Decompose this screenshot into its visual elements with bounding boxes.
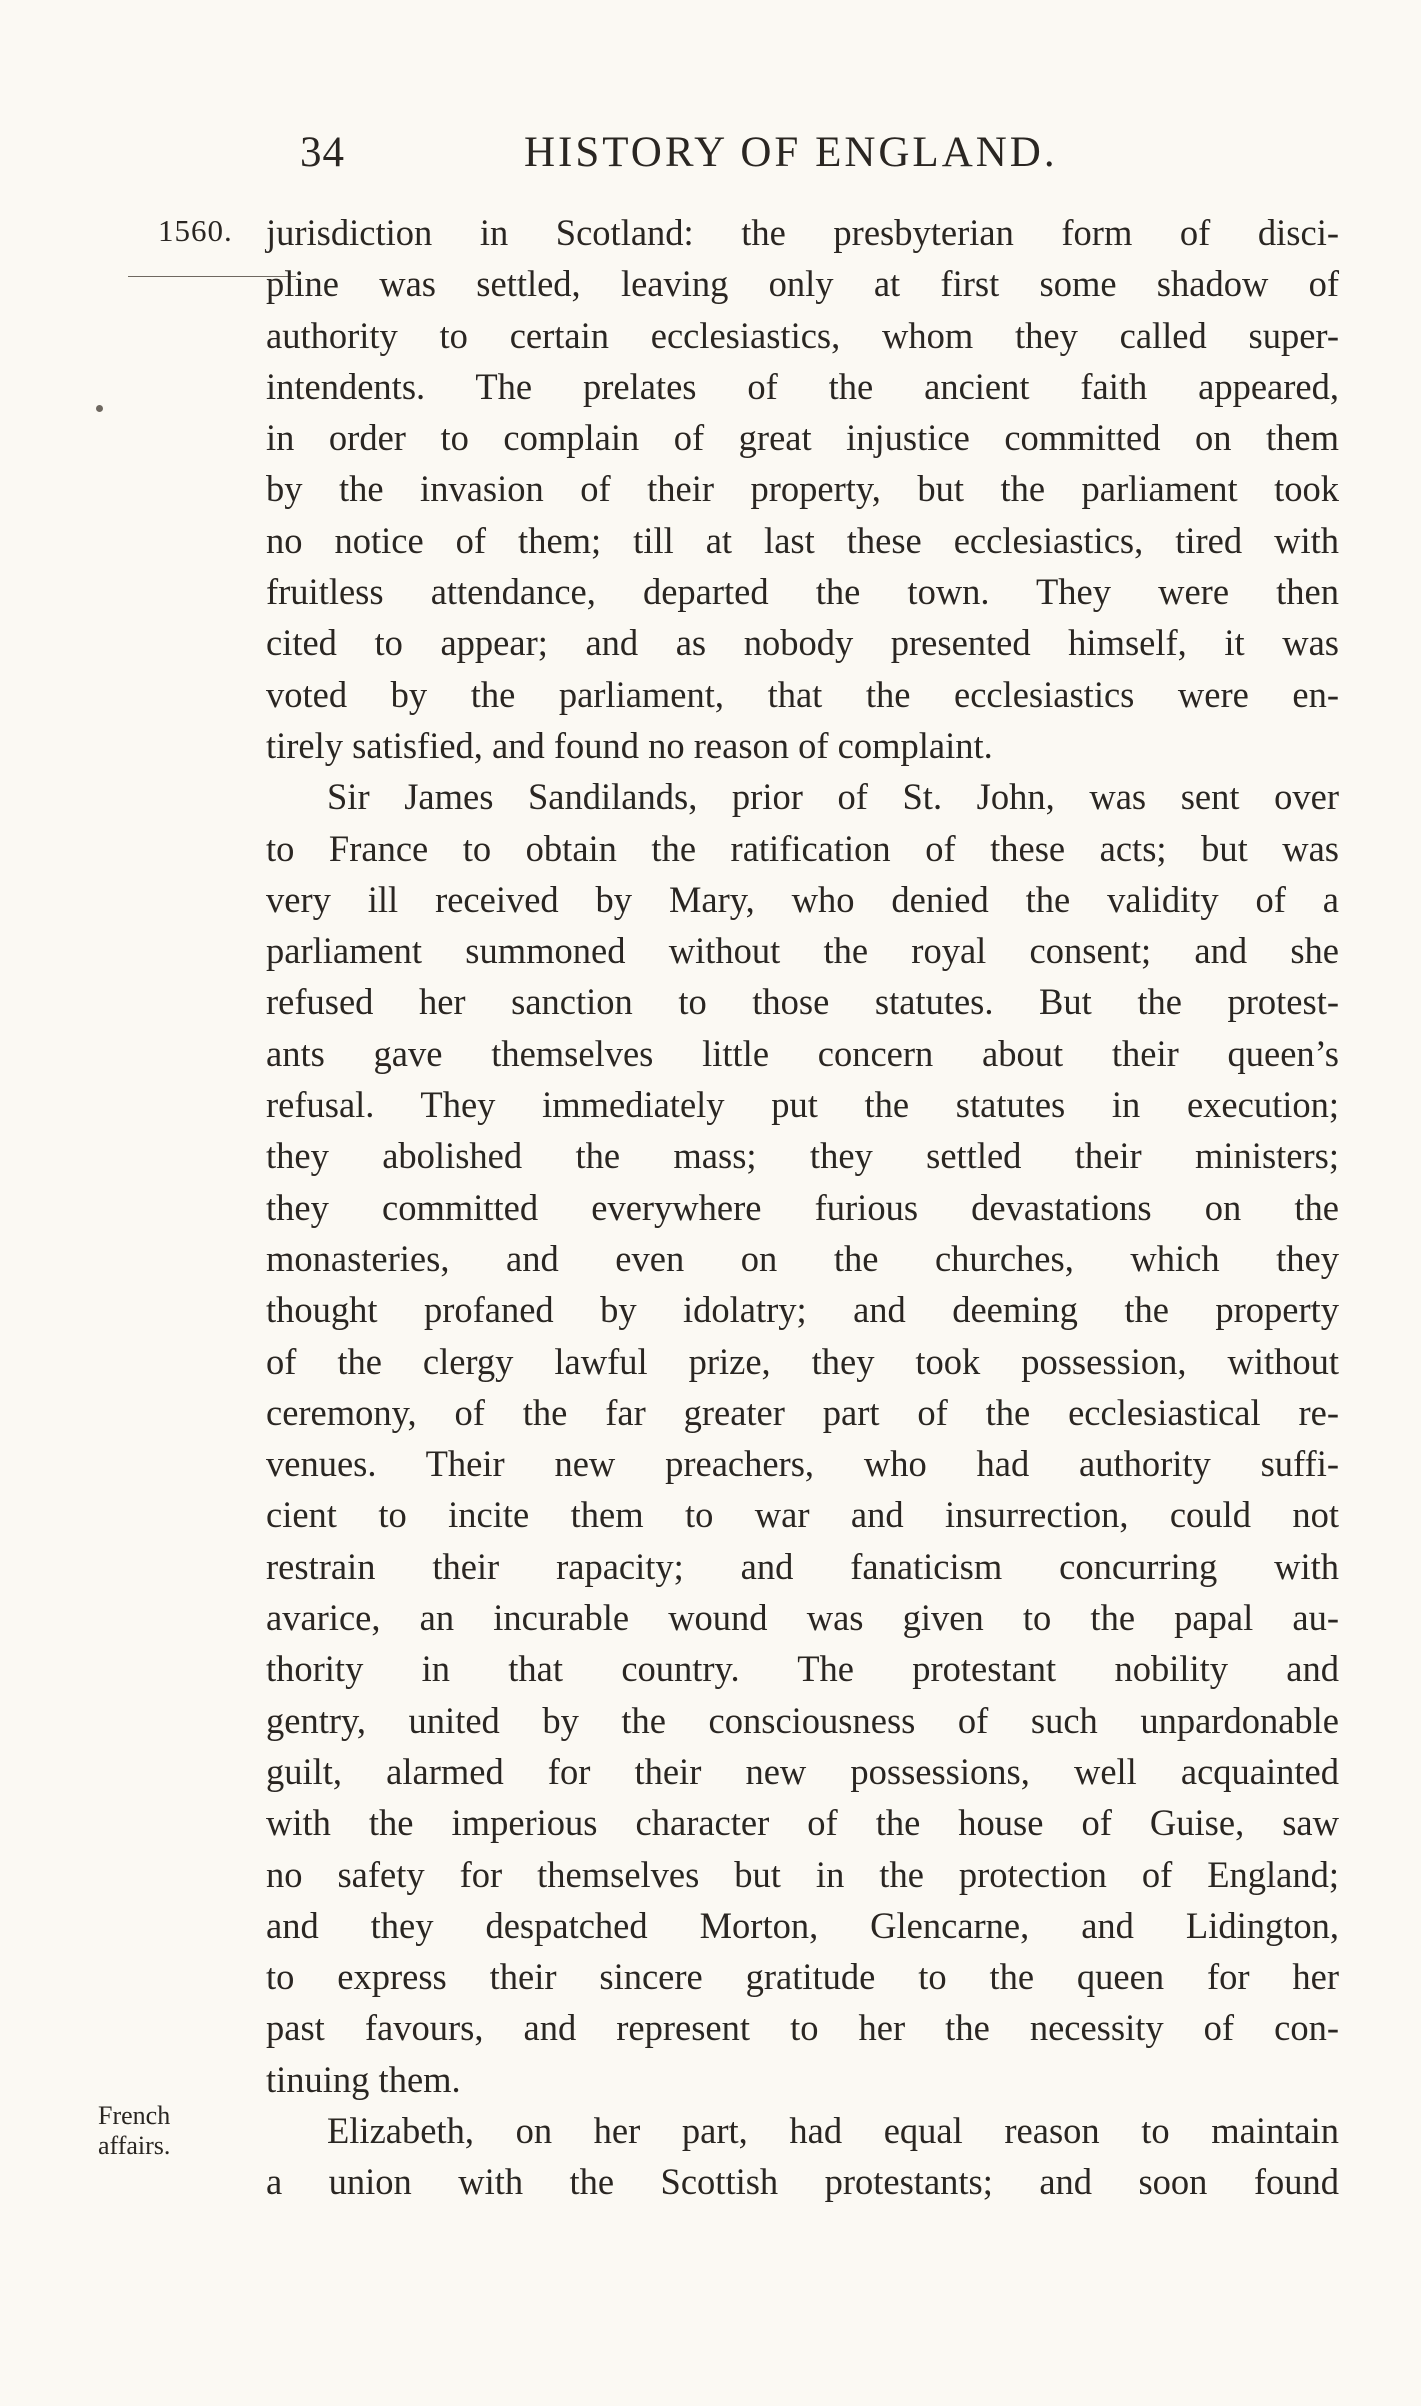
text-line: monasteries, and even on the churches, which they [266, 1237, 1339, 1279]
text-line: fruitless attendance, departed the town. They were then [266, 571, 1339, 613]
text-line: cient to incite them to war and insurrection, could not [266, 1494, 1339, 1536]
text-line: they committed everywhere furious devastations on the [266, 1186, 1339, 1228]
margin-dot-mark [96, 405, 103, 412]
margin-note-line: French [98, 2101, 171, 2130]
text-line: authority to certain ecclesiastics, whom they called super- [266, 314, 1339, 356]
text-line: voted by the parliament, that the ecclesiastics were en- [266, 673, 1339, 715]
page-number: 34 [300, 129, 345, 176]
text-line: thought profaned by idolatry; and deeming the property [266, 1289, 1339, 1331]
margin-note [98, 2101, 238, 2161]
text-line: in order to complain of great injustice committed on them [266, 417, 1339, 459]
text-line: no notice of them; till at last these ecclesiastics, tired with [266, 519, 1339, 561]
text-line: guilt, alarmed for their new possessions, well acquainted [266, 1750, 1339, 1792]
text-line: tirely satisfied, and found no reason of complaint. [266, 724, 993, 766]
text-line: gentry, united by the consciousness of such unpardonable [266, 1699, 1339, 1741]
text-line: tinuing them. [266, 2058, 461, 2100]
text-line: Sir James Sandilands, prior of St. John, was sent over [327, 776, 1339, 818]
text-line: venues. Their new preachers, who had authority suffi- [266, 1443, 1339, 1485]
text-line: cited to appear; and as nobody presented himself, it was [266, 622, 1339, 664]
text-line: ants gave themselves little concern about their queen’s [266, 1032, 1339, 1074]
text-line: by the invasion of their property, but the parliament took [266, 468, 1339, 510]
text-line: no safety for themselves but in the protection of England; [266, 1853, 1339, 1895]
text-line: a union with the Scottish protestants; and soon found [266, 2161, 1339, 2203]
page-title: HISTORY OF ENGLAND. [524, 129, 1058, 176]
text-line: to express their sincere gratitude to the queen for her [266, 1956, 1339, 1998]
margin-note-line: affairs. [98, 2131, 171, 2160]
text-line: intendents. The prelates of the ancient faith appeared, [266, 365, 1339, 407]
text-line: they abolished the mass; they settled their ministers; [266, 1135, 1339, 1177]
text-line: jurisdiction in Scotland: the presbyterian form of disci- [266, 212, 1339, 253]
text-line: past favours, and represent to her the necessity of con- [266, 2007, 1339, 2049]
running-head [300, 128, 1345, 178]
text-line: with the imperious character of the house of Guise, saw [266, 1802, 1339, 1844]
text-line: restrain their rapacity; and fanaticism concurring with [266, 1545, 1339, 1587]
margin-year: 1560. [158, 213, 233, 248]
text-line: parliament summoned without the royal consent; and she [266, 930, 1339, 972]
body-text [266, 207, 1339, 2208]
text-line: of the clergy lawful prize, they took possession, without [266, 1340, 1339, 1382]
text-line: very ill received by Mary, who denied the validity of a [266, 878, 1339, 920]
text-line: refused her sanction to those statutes. But the protest- [266, 981, 1339, 1023]
text-line: to France to obtain the ratification of these acts; but was [266, 827, 1339, 869]
text-line: Elizabeth, on her part, had equal reason to maintain [327, 2109, 1339, 2151]
text-line: avarice, an incurable wound was given to the papal au- [266, 1597, 1339, 1639]
text-line: ceremony, of the far greater part of the ecclesiastical re- [266, 1391, 1339, 1433]
text-line: and they despatched Morton, Glencarne, and Lidington, [266, 1904, 1339, 1946]
text-line: thority in that country. The protestant nobility and [266, 1648, 1339, 1690]
text-line: pline was settled, leaving only at first some shadow of [266, 263, 1339, 305]
text-line: refusal. They immediately put the statutes in execution; [266, 1084, 1339, 1126]
